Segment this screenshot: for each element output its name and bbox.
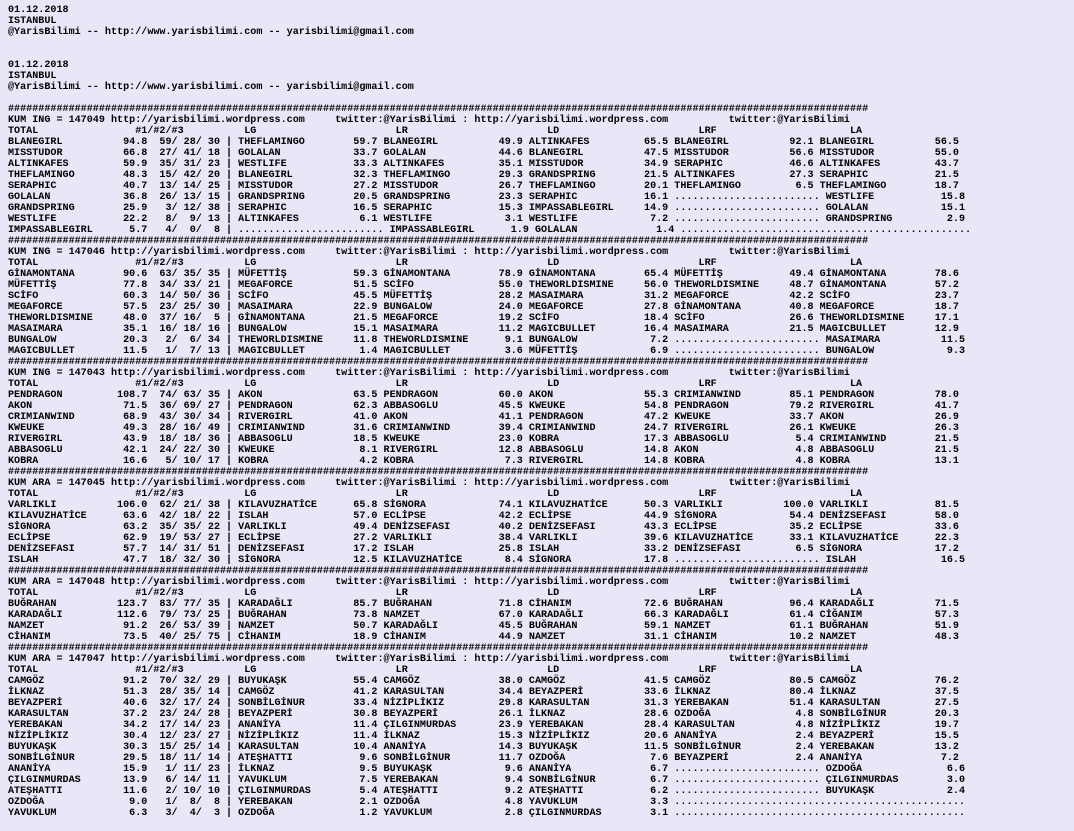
result-row: YEREBAKAN 34.2 17/ 14/ 23 | ANANİYA 11.4 ÇILGINMURDAS 23.9 YEREBAKAN 28.4 KARASULTAN 4.8 NİZİPLİKIZ 19.7 (8, 720, 959, 731)
separator-line: ############################################################################################################################################## (8, 467, 869, 478)
result-row: IMPASSABLEGIRL 5.7 4/ 0/ 8 | ........................ IMPASSABLEGIRL 1.9 GOLALAN 1.4 ................................................ (8, 225, 972, 236)
result-row: DENİZSEFASI 57.7 14/ 31/ 51 | DENİZSEFASI 17.2 ISLAH 25.8 ISLAH 33.2 DENİZSEFASI 6.5 SİGNORA 17.2 (8, 544, 959, 555)
separator-line: ############################################################################################################################################## (8, 643, 869, 654)
result-row: GOLALAN 36.8 26/ 13/ 15 | GRANDSPRING 20.5 GRANDSPRING 23.3 SERAPHIC 16.1 ........................ WESTLIFE 15.8 (8, 192, 966, 203)
separator-line: ############################################################################################################################################## (8, 357, 869, 368)
race-header: KUM ING = 147046 http://yarisbilimi.wordpress.com twitter:@YarisBilimi : http://yarisbilimi.wordpress.com twitter:@YarisBilimi (8, 247, 850, 258)
result-row: SİGNORA 63.2 35/ 35/ 22 | VARLIKLI 49.4 DENİZSEFASI 40.2 DENİZSEFASI 43.3 ECLİPSE 35.2 ECLİPSE 33.6 (8, 522, 959, 533)
result-row: ATEŞHATTI 11.6 2/ 10/ 10 | ÇILGINMURDAS 5.4 ATEŞHATTI 9.2 ATEŞHATTI 6.2 ........................ BUYUKAŞK 2.4 (8, 786, 966, 797)
separator-line: ############################################################################################################################################## (8, 236, 869, 247)
result-row: ISLAH 47.7 18/ 32/ 30 | SİGNORA 12.5 KILAVUZHATİCE 8.4 SİGNORA 17.8 ........................ ISLAH 16.5 (8, 555, 966, 566)
result-row: KARASULTAN 37.2 23/ 24/ 28 | BEYAZPERİ 30.8 BEYAZPERİ 26.1 İLKNAZ 28.6 OZDOĞA 4.8 SONBİLGİNUR 20.3 (8, 709, 959, 720)
result-row: MEGAFORCE 57.5 23/ 25/ 30 | MASAIMARA 22.9 BUNGALOW 24.0 MEGAFORCE 27.8 GİNAMONTANA 40.8 MEGAFORCE 18.7 (8, 302, 959, 313)
race-header: KUM ARA = 147047 http://yarisbilimi.wordpress.com twitter:@YarisBilimi : http://yarisbilimi.wordpress.com twitter:@YarisBilimi (8, 654, 850, 665)
result-row: BUYUKAŞK 30.3 15/ 25/ 14 | KARASULTAN 10.4 ANANİYA 14.3 BUYUKAŞK 11.5 SONBİLGİNUR 2.4 YEREBAKAN 13.2 (8, 742, 959, 753)
column-header: TOTAL #1/#2/#3 LG LR LD LRF LA (8, 379, 863, 390)
date-line: 01.12.2018 (8, 60, 69, 71)
result-row: KWEUKE 49.3 28/ 16/ 49 | CRIMIANWIND 31.6 CRIMIANWIND 39.4 CRIMIANWIND 24.7 RIVERGIRL 26.1 KWEUKE 26.3 (8, 423, 959, 434)
separator-line: ############################################################################################################################################## (8, 566, 869, 577)
result-row: ALTINKAFES 59.9 35/ 31/ 23 | WESTLIFE 33.3 ALTINKAFES 35.1 MISSTUDOR 34.9 SERAPHIC 46.6 ALTINKAFES 43.7 (8, 159, 959, 170)
separator-line: ############################################################################################################################################## (8, 104, 869, 115)
result-row: NİZİPLİKIZ 30.4 12/ 23/ 27 | NİZİPLİKIZ 11.4 İLKNAZ 15.3 NİZİPLİKIZ 20.6 ANANİYA 2.4 BEYAZPERİ 15.5 (8, 731, 959, 742)
result-row: ÇILGINMURDAS 13.9 6/ 14/ 11 | YAVUKLUM 7.5 YEREBAKAN 9.4 SONBİLGİNUR 6.7 ........................ ÇILGINMURDAS 3.0 (8, 775, 966, 786)
result-row: CRIMIANWIND 68.9 43/ 30/ 34 | RIVERGIRL 41.0 AKON 41.1 PENDRAGON 47.2 KWEUKE 33.7 AKON 26.9 (8, 412, 959, 423)
contact-line: @YarisBilimi -- http://www.yarisbilimi.com -- yarisbilimi@gmail.com (8, 82, 414, 93)
result-row: SCİFO 60.3 14/ 50/ 36 | SCİFO 45.5 MÜFETTİŞ 28.2 MASAIMARA 31.2 MEGAFORCE 42.2 SCİFO 23.7 (8, 291, 959, 302)
result-row: BLANEGIRL 94.8 59/ 28/ 30 | THEFLAMINGO 59.7 BLANEGIRL 49.9 ALTINKAFES 65.5 BLANEGIRL 92.1 BLANEGIRL 56.5 (8, 137, 959, 148)
column-header: TOTAL #1/#2/#3 LG LR LD LRF LA (8, 665, 863, 676)
result-row: SONBİLGİNUR 29.5 18/ 11/ 14 | ATEŞHATTI 9.6 SONBİLGİNUR 11.7 OZDOĞA 7.6 BEYAZPERİ 2.4 ANANİYA 7.2 (8, 753, 959, 764)
result-row: BUNGALOW 20.3 2/ 6/ 34 | THEWORLDISMINE 11.8 THEWORLDISMINE 9.1 BUNGALOW 7.2 ........................ MASAIMARA 11.5 (8, 335, 966, 346)
date-line: 01.12.2018 (8, 5, 69, 16)
result-row: PENDRAGON 108.7 74/ 63/ 35 | AKON 63.5 PENDRAGON 60.0 AKON 55.3 CRIMIANWIND 85.1 PENDRAGON 78.0 (8, 390, 959, 401)
result-row: WESTLIFE 22.2 8/ 9/ 13 | ALTINKAFES 6.1 WESTLIFE 3.1 WESTLIFE 7.2 ........................ GRANDSPRING 2.9 (8, 214, 966, 225)
result-row: ABBASOGLU 42.1 24/ 22/ 30 | KWEUKE 8.1 RIVERGIRL 12.8 ABBASOGLU 14.8 AKON 4.8 ABBASOGLU 21.5 (8, 445, 959, 456)
result-row: MASAIMARA 35.1 16/ 18/ 16 | BUNGALOW 15.1 MASAIMARA 11.2 MAGICBULLET 16.4 MASAIMARA 21.5 MAGICBULLET 12.9 (8, 324, 959, 335)
race-header: KUM ARA = 147048 http://yarisbilimi.wordpress.com twitter:@YarisBilimi : http://yarisbilimi.wordpress.com twitter:@YarisBilimi (8, 577, 850, 588)
column-header: TOTAL #1/#2/#3 LG LR LD LRF LA (8, 258, 863, 269)
result-row: NAMZET 91.2 26/ 53/ 39 | NAMZET 50.7 KARADAĞLI 45.5 BUĞRAHAN 59.1 NAMZET 61.1 BUĞRAHAN 51.9 (8, 621, 959, 632)
result-row: BUĞRAHAN 123.7 83/ 77/ 35 | KARADAĞLI 85.7 BUĞRAHAN 71.8 CİHANIM 72.6 BUĞRAHAN 96.4 KARADAĞLI 71.5 (8, 599, 959, 610)
column-header: TOTAL #1/#2/#3 LG LR LD LRF LA (8, 126, 863, 137)
result-row: AKON 71.5 36/ 69/ 27 | PENDRAGON 62.3 ABBASOGLU 45.5 KWEUKE 54.8 PENDRAGON 79.2 RIVERGIRL 41.7 (8, 401, 959, 412)
city-line: ISTANBUL (8, 16, 57, 27)
result-row: KILAVUZHATİCE 63.6 42/ 18/ 22 | ISLAH 57.0 ECLİPSE 42.2 ECLİPSE 44.9 SİGNORA 54.4 DENİZSEFASI 58.0 (8, 511, 959, 522)
race-header: KUM ARA = 147045 http://yarisbilimi.wordpress.com twitter:@YarisBilimi : http://yarisbilimi.wordpress.com twitter:@YarisBilimi (8, 478, 850, 489)
result-row: THEFLAMINGO 48.3 15/ 42/ 20 | BLANEGIRL 32.3 THEFLAMINGO 29.3 GRANDSPRING 21.5 ALTINKAFES 27.3 SERAPHIC 21.5 (8, 170, 959, 181)
result-row: THEWORLDISMINE 48.0 37/ 16/ 5 | GİNAMONTANA 21.5 MEGAFORCE 19.2 SCİFO 18.4 SCİFO 26.6 THEWORLDISMINE 17.1 (8, 313, 959, 324)
result-row: MISSTUDOR 66.8 27/ 41/ 18 | GOLALAN 33.7 GOLALAN 44.6 BLANEGIRL 47.5 MISSTUDOR 56.6 MISSTUDOR 55.0 (8, 148, 959, 159)
result-row: İLKNAZ 51.3 28/ 35/ 14 | CAMGÖZ 41.2 KARASULTAN 34.4 BEYAZPERİ 33.6 İLKNAZ 80.4 İLKNAZ 37.5 (8, 687, 959, 698)
result-row: SERAPHIC 40.7 13/ 14/ 25 | MISSTUDOR 27.2 MISSTUDOR 26.7 THEFLAMINGO 20.1 THEFLAMINGO 6.5 THEFLAMINGO 18.7 (8, 181, 959, 192)
blank-line (8, 38, 1074, 49)
result-row: MÜFETTİŞ 77.8 34/ 33/ 21 | MEGAFORCE 51.5 SCİFO 55.0 THEWORLDISMINE 56.0 THEWORLDISMINE 48.7 GİNAMONTANA 57.2 (8, 280, 959, 291)
race-header: KUM ING = 147043 http://yarisbilimi.wordpress.com twitter:@YarisBilimi : http://yarisbilimi.wordpress.com twitter:@YarisBilimi (8, 368, 850, 379)
blank-line (8, 93, 1074, 104)
result-row: BEYAZPERİ 40.6 32/ 17/ 24 | SONBİLGİNUR 33.4 NİZİPLİKIZ 29.8 KARASULTAN 31.3 YEREBAKAN 51.4 KARASULTAN 27.5 (8, 698, 959, 709)
result-row: OZDOĞA 9.0 1/ 8/ 8 | YEREBAKAN 2.1 OZDOĞA 4.8 YAVUKLUM 3.3 ................................................ (8, 797, 966, 808)
contact-line: @YarisBilimi -- http://www.yarisbilimi.com -- yarisbilimi@gmail.com (8, 27, 414, 38)
result-row: GİNAMONTANA 90.6 63/ 35/ 35 | MÜFETTİŞ 59.3 GİNAMONTANA 78.9 GİNAMONTANA 65.4 MÜFETTİŞ 49.4 GİNAMONTANA 78.6 (8, 269, 959, 280)
column-header: TOTAL #1/#2/#3 LG LR LD LRF LA (8, 489, 863, 500)
result-row: KOBRA 16.6 5/ 10/ 17 | KOBRA 4.2 KOBRA 7.3 RIVERGIRL 14.8 KOBRA 4.8 KOBRA 13.1 (8, 456, 959, 467)
result-row: VARLIKLI 106.0 62/ 21/ 38 | KILAVUZHATİCE 65.8 SİGNORA 74.1 KILAVUZHATİCE 50.3 VARLIKLI 100.0 VARLIKLI 81.5 (8, 500, 959, 511)
result-row: RIVERGIRL 43.9 18/ 18/ 36 | ABBASOGLU 18.5 KWEUKE 23.0 KOBRA 17.3 ABBASOGLU 5.4 CRIMIANWIND 21.5 (8, 434, 959, 445)
result-row: YAVUKLUM 6.3 3/ 4/ 3 | OZDOĞA 1.2 YAVUKLUM 2.8 ÇILGINMURDAS 3.1 ................................................ (8, 808, 966, 819)
result-row: ANANİYA 15.9 1/ 11/ 23 | İLKNAZ 9.5 BUYUKAŞK 9.6 ANANİYA 6.7 ........................ OZDOĞA 6.6 (8, 764, 966, 775)
result-row: ECLİPSE 62.9 19/ 53/ 27 | ECLİPSE 27.2 VARLIKLI 38.4 VARLIKLI 39.6 KILAVUZHATİCE 33.1 KILAVUZHATİCE 22.3 (8, 533, 959, 544)
result-row: KARADAĞLI 112.6 79/ 73/ 25 | BUĞRAHAN 73.8 NAMZET 67.0 KARADAĞLI 66.3 KARADAĞLI 61.4 CİĞANIM 57.3 (8, 610, 959, 621)
result-row: CİHANIM 73.5 40/ 25/ 75 | CİHANIM 18.9 CİHANIM 44.9 NAMZET 31.1 CİHANIM 10.2 NAMZET 48.3 (8, 632, 959, 643)
result-row: GRANDSPRING 25.9 3/ 12/ 38 | SERAPHIC 16.5 SERAPHIC 15.3 IMPASSABLEGIRL 14.9 ........................ GOLALAN 15.1 (8, 203, 966, 214)
blank-line (8, 49, 1074, 60)
result-row: CAMGÖZ 91.2 70/ 32/ 29 | BUYUKAŞK 55.4 CAMGÖZ 38.0 CAMGÖZ 41.5 CAMGÖZ 80.5 CAMGÖZ 76.2 (8, 676, 959, 687)
column-header: TOTAL #1/#2/#3 LG LR LD LRF LA (8, 588, 863, 599)
result-row: MAGICBULLET 11.5 1/ 7/ 13 | MAGICBULLET 1.4 MAGICBULLET 3.6 MÜFETTİŞ 6.9 ........................ BUNGALOW 9.3 (8, 346, 966, 357)
city-line: ISTANBUL (8, 71, 57, 82)
race-header: KUM ING = 147049 http://yarisbilimi.wordpress.com twitter:@YarisBilimi : http://yarisbilimi.wordpress.com twitter:@YarisBilimi (8, 115, 850, 126)
